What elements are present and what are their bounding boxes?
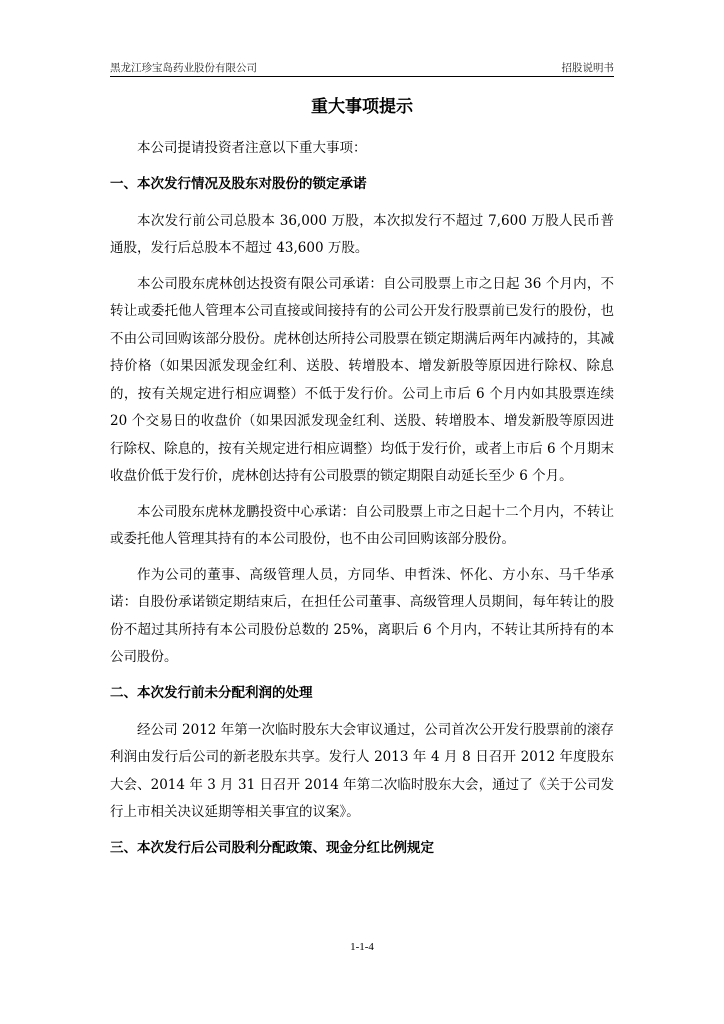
page-title: 重大事项提示: [311, 97, 413, 117]
intro-paragraph: 本公司提请投资者注意以下重大事项：: [137, 140, 367, 156]
document-body: [110, 135, 614, 872]
header-doc-type: 招股说明书: [561, 62, 614, 74]
section-1-heading: 一、本次发行情况及股东对股份的锁定承诺: [110, 175, 367, 192]
header-company-name: 黑龙江珍宝岛药业股份有限公司: [110, 62, 257, 74]
page-number: 1-1-4: [350, 941, 374, 953]
section-1-paragraph-4: 作为公司的董事、高级管理人员，方同华、申哲洙、怀化、方小东、马千华承诺：自股份承诺锁定期结束后，在担任公司董事、高级管理人员期间，每年转让的股份不超过其所持有本公司股份总数的 25%，离职后 6 个月内，不转让其所持有的本公司股份。: [110, 566, 614, 665]
section-2-paragraph-1: 经公司 2012 年第一次临时股东大会审议通过，公司首次公开发行股票前的滚存利润由发行后公司的新老股东共享。发行人 2013 年 4 月 8 日召开 2012 年度股东大会、2014 年 3 月 31 日召开 2014 年第二次临时股东大会，通过了《关于公司发行上市相关决议延期等相关事宜的议案》。: [110, 721, 614, 820]
section-1-paragraph-1: 本次发行前公司总股本 36,000 万股，本次拟发行不超过 7,600 万股人民币普通股，发行后总股本不超过 43,600 万股。: [110, 212, 614, 256]
page-header: [110, 58, 614, 77]
section-3-heading: 三、本次发行后公司股利分配政策、现金分红比例规定: [110, 839, 434, 856]
section-1-paragraph-3: 本公司股东虎林龙鹏投资中心承诺：自公司股票上市之日起十二个月内，不转让或委托他人管理其持有的本公司股份，也不由公司回购该部分股份。: [110, 503, 614, 547]
section-1-paragraph-2: 本公司股东虎林创达投资有限公司承诺：自公司股票上市之日起 36 个月内，不转让或委托他人管理本公司直接或间接持有的公司公开发行股票前已发行的股份，也不由公司回购该部分股份。虎林创达所持公司股票在锁定期满后两年内减持的，其减持价格（如果因派发现金红利、送股、转增股本、增发新股等原因进行除权、除息的，按有关规定进行相应调整）不低于发行价。公司上市后 6 个月内如其股票连续 20 个交易日的收盘价（如果因派发现金红利、送股、转增股本、增发新股等原因进行除权、除息的，按有关规定进行相应调整）均低于发行价，或者上市后 6 个月期末收盘价低于发行价，虎林创达持有公司股票的锁定期限自动延长至少 6 个月。: [110, 275, 614, 484]
section-2-heading: 二、本次发行前未分配利润的处理: [110, 684, 313, 701]
